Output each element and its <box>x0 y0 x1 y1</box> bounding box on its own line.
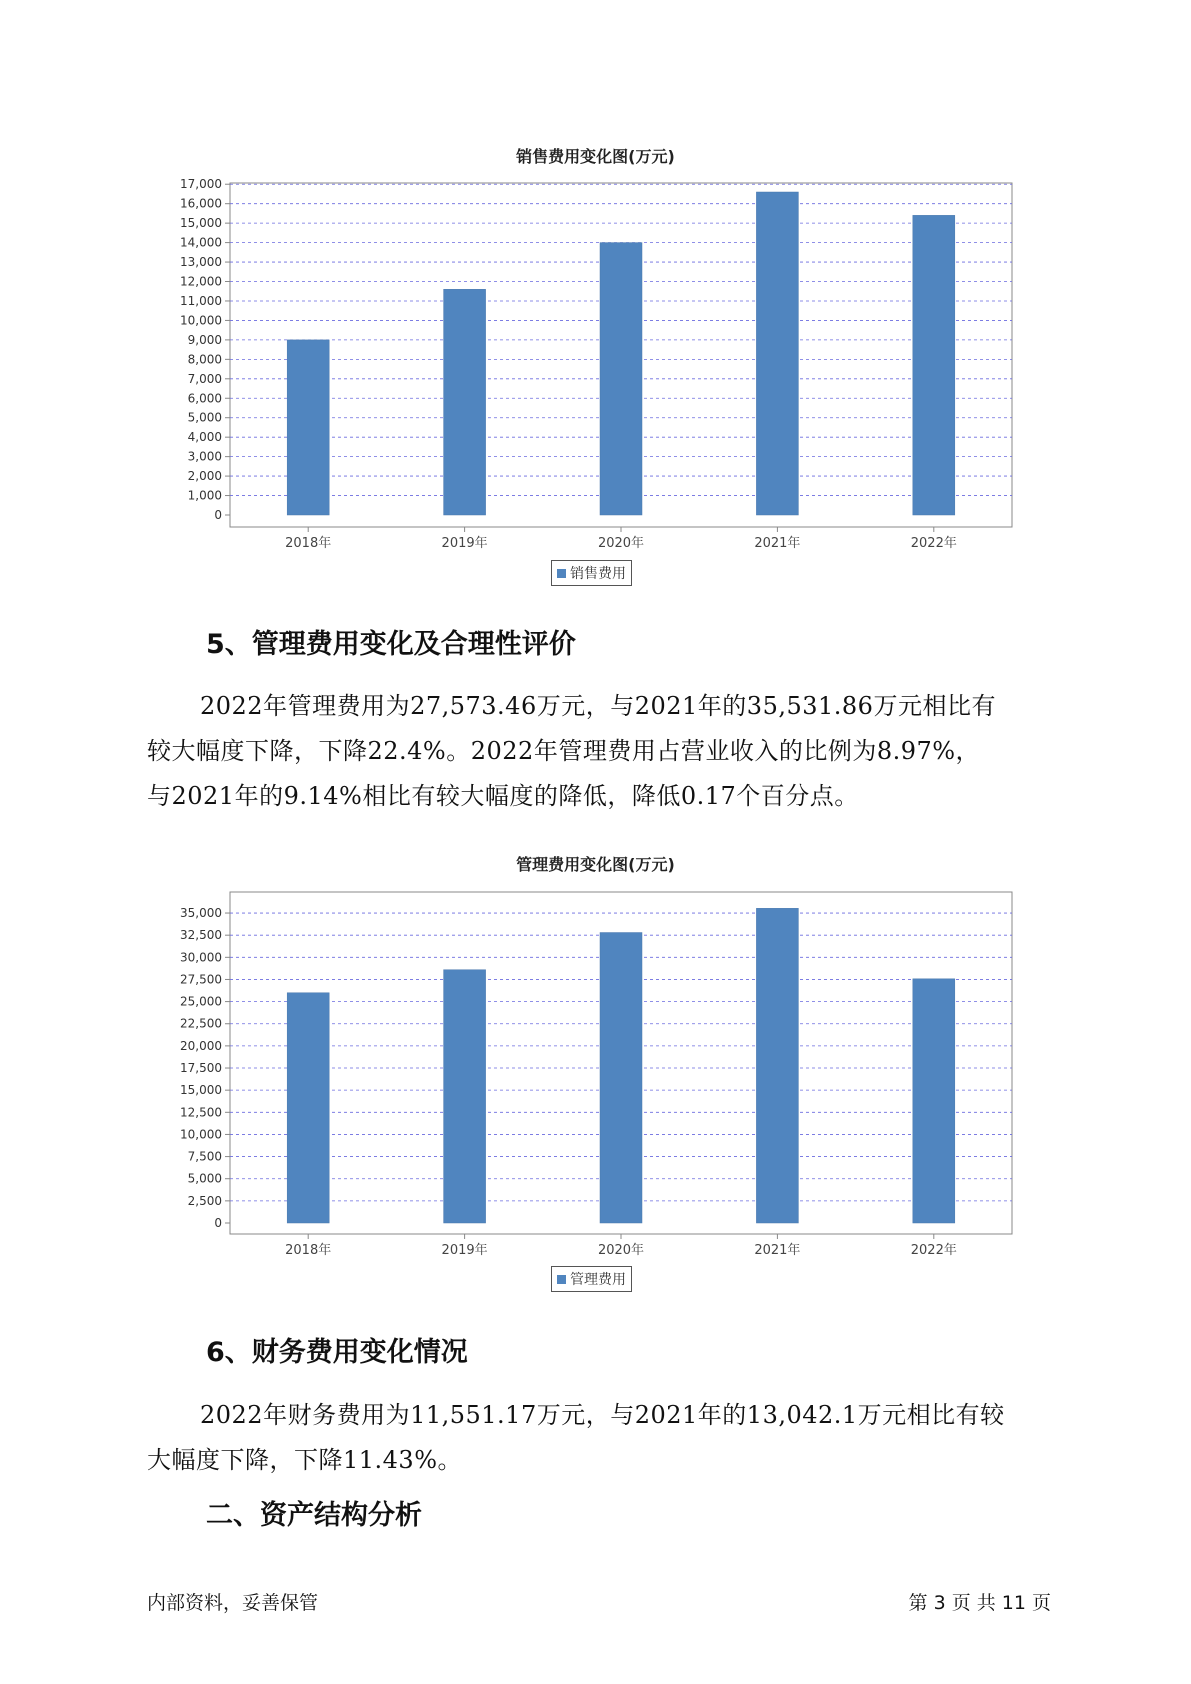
bar <box>756 908 798 1223</box>
y-tick-label: 0 <box>214 508 222 522</box>
y-tick-label: 22,500 <box>180 1016 222 1031</box>
chart1-legend <box>551 560 632 586</box>
bar <box>600 933 642 1223</box>
y-tick-label: 30,000 <box>180 950 222 965</box>
y-tick-label: 4,000 <box>187 430 222 445</box>
section5-line-1: 2022年管理费用为27,573.46万元，与2021年的35,531.86万元相比有 <box>200 692 996 720</box>
chart1-legend-label: 销售费用 <box>570 566 626 582</box>
y-tick-label: 3,000 <box>187 449 222 464</box>
x-tick-label: 2021年 <box>754 1243 801 1258</box>
y-tick-label: 9,000 <box>187 332 222 347</box>
section-two-heading: 二、资产结构分析 <box>206 1500 422 1531</box>
y-tick-label: 14,000 <box>180 235 222 250</box>
x-tick-label: 2019年 <box>441 1243 488 1258</box>
chart2-legend-label: 管理费用 <box>570 1272 626 1288</box>
section5-paragraph <box>147 684 1062 819</box>
legend-swatch <box>557 569 566 578</box>
x-tick-label: 2022年 <box>910 1243 957 1258</box>
y-tick-label: 8,000 <box>187 352 222 367</box>
bar <box>287 993 329 1223</box>
section6-line-1: 2022年财务费用为11,551.17万元，与2021年的13,042.1万元相比有较 <box>200 1401 1005 1429</box>
bar <box>600 243 642 515</box>
y-tick-label: 15,000 <box>180 216 222 231</box>
x-tick-label: 2020年 <box>597 536 645 551</box>
y-tick-label: 11,000 <box>180 293 222 308</box>
y-tick-label: 5,000 <box>187 1171 222 1186</box>
y-tick-label: 7,000 <box>187 371 222 386</box>
y-tick-label: 17,500 <box>180 1061 222 1076</box>
section6-line-2: 大幅度下降，下降11.43%。 <box>147 1446 463 1474</box>
y-tick-label: 35,000 <box>180 906 222 921</box>
y-tick-label: 17,000 <box>180 177 222 192</box>
y-tick-label: 32,500 <box>180 928 222 943</box>
chart2-legend <box>551 1266 632 1292</box>
x-tick-label: 2018年 <box>285 1243 332 1258</box>
y-tick-label: 0 <box>214 1216 222 1230</box>
y-tick-label: 15,000 <box>180 1083 222 1098</box>
y-tick-label: 7,500 <box>187 1149 222 1164</box>
y-tick-label: 10,000 <box>180 1127 222 1142</box>
y-tick-label: 2,500 <box>187 1193 222 1208</box>
chart2 <box>0 880 1191 1310</box>
y-tick-label: 5,000 <box>187 410 222 425</box>
y-tick-label: 27,500 <box>180 972 222 987</box>
x-tick-label: 2018年 <box>285 536 332 551</box>
y-tick-label: 1,000 <box>187 488 222 503</box>
section5-line-3: 与2021年的9.14%相比有较大幅度的降低，降低0.17个百分点。 <box>147 782 859 810</box>
section6-heading: 6、财务费用变化情况 <box>206 1337 468 1368</box>
y-tick-label: 12,500 <box>180 1105 222 1120</box>
y-tick-label: 12,000 <box>180 274 222 289</box>
section5-line-2: 较大幅度下降，下降22.4%。2022年管理费用占营业收入的比例为8.97%， <box>147 737 981 765</box>
footer-left: 内部资料，妥善保管 <box>147 1592 319 1614</box>
x-tick-label: 2020年 <box>597 1243 645 1258</box>
chart2-title: 管理费用变化图(万元) <box>516 855 675 874</box>
y-tick-label: 25,000 <box>180 994 222 1009</box>
y-tick-label: 20,000 <box>180 1038 222 1053</box>
y-tick-label: 2,000 <box>187 469 222 484</box>
y-tick-label: 16,000 <box>180 196 222 211</box>
bar <box>913 215 955 515</box>
x-tick-label: 2019年 <box>441 536 488 551</box>
chart1-title: 销售费用变化图(万元) <box>516 147 675 166</box>
x-tick-label: 2021年 <box>754 536 801 551</box>
x-tick-label: 2022年 <box>910 536 957 551</box>
footer-page-number: 第 3 页 共 11 页 <box>908 1592 1051 1614</box>
bar <box>444 970 486 1223</box>
section5-heading: 5、管理费用变化及合理性评价 <box>206 629 576 660</box>
chart1 <box>0 170 1191 600</box>
bar <box>913 979 955 1223</box>
legend-swatch <box>557 1275 566 1284</box>
bar <box>756 192 798 515</box>
section6-paragraph <box>147 1393 1062 1483</box>
bar <box>287 340 329 515</box>
bar <box>444 289 486 515</box>
y-tick-label: 10,000 <box>180 313 222 328</box>
y-tick-label: 6,000 <box>187 391 222 406</box>
y-tick-label: 13,000 <box>180 255 222 270</box>
